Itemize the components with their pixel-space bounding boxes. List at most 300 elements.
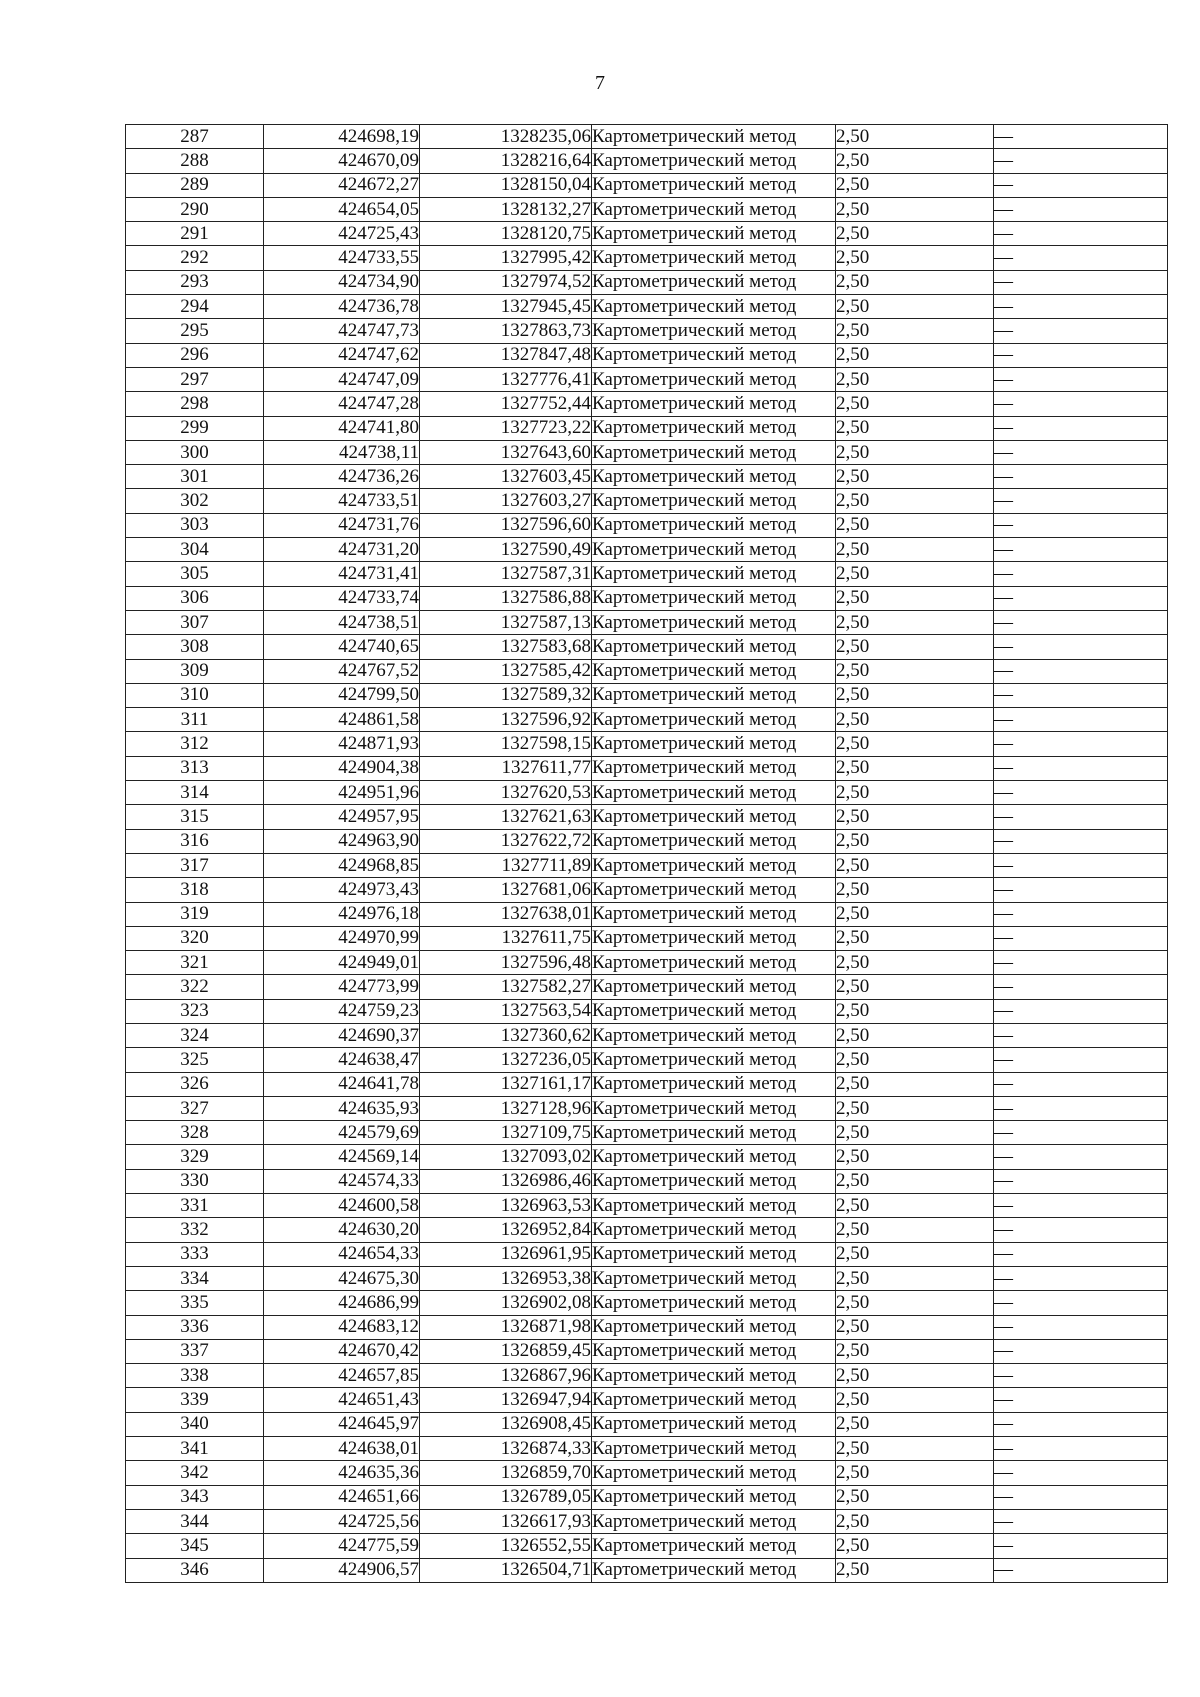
point-number-cell: 295	[126, 319, 264, 343]
accuracy-cell: 2,50	[836, 659, 994, 683]
x-coordinate-cell: 424871,93	[264, 732, 420, 756]
accuracy-cell: 2,50	[836, 1412, 994, 1436]
method-cell: Картометрический метод	[592, 1388, 836, 1412]
accuracy-cell: 2,50	[836, 319, 994, 343]
x-coordinate-cell: 424957,95	[264, 805, 420, 829]
point-number-cell: 293	[126, 270, 264, 294]
x-coordinate-cell: 424731,41	[264, 562, 420, 586]
table-row	[126, 1048, 1168, 1072]
y-coordinate-cell: 1326952,84	[420, 1218, 592, 1242]
accuracy-cell: 2,50	[836, 1558, 994, 1582]
description-cell: —	[994, 149, 1168, 173]
y-coordinate-cell: 1327161,17	[420, 1072, 592, 1096]
accuracy-cell: 2,50	[836, 440, 994, 464]
point-number-cell: 303	[126, 513, 264, 537]
x-coordinate-cell: 424759,23	[264, 999, 420, 1023]
x-coordinate-cell: 424976,18	[264, 902, 420, 926]
description-cell: —	[994, 1072, 1168, 1096]
y-coordinate-cell: 1327128,96	[420, 1096, 592, 1120]
method-cell: Картометрический метод	[592, 125, 836, 149]
description-cell: —	[994, 781, 1168, 805]
table-row	[126, 659, 1168, 683]
point-number-cell: 290	[126, 197, 264, 221]
accuracy-cell: 2,50	[836, 149, 994, 173]
point-number-cell: 341	[126, 1437, 264, 1461]
point-number-cell: 335	[126, 1291, 264, 1315]
accuracy-cell: 2,50	[836, 1339, 994, 1363]
table-row	[126, 1388, 1168, 1412]
x-coordinate-cell: 424736,26	[264, 465, 420, 489]
x-coordinate-cell: 424569,14	[264, 1145, 420, 1169]
description-cell: —	[994, 489, 1168, 513]
y-coordinate-cell: 1327587,31	[420, 562, 592, 586]
table-row	[126, 538, 1168, 562]
coordinates-table-body	[126, 125, 1168, 1583]
method-cell: Картометрический метод	[592, 1218, 836, 1242]
point-number-cell: 315	[126, 805, 264, 829]
method-cell: Картометрический метод	[592, 926, 836, 950]
table-row	[126, 1364, 1168, 1388]
accuracy-cell: 2,50	[836, 367, 994, 391]
table-row	[126, 1339, 1168, 1363]
accuracy-cell: 2,50	[836, 732, 994, 756]
y-coordinate-cell: 1327582,27	[420, 975, 592, 999]
accuracy-cell: 2,50	[836, 999, 994, 1023]
y-coordinate-cell: 1327109,75	[420, 1121, 592, 1145]
method-cell: Картометрический метод	[592, 1266, 836, 1290]
point-number-cell: 308	[126, 635, 264, 659]
description-cell: —	[994, 367, 1168, 391]
table-row	[126, 1194, 1168, 1218]
method-cell: Картометрический метод	[592, 465, 836, 489]
accuracy-cell: 2,50	[836, 246, 994, 270]
accuracy-cell: 2,50	[836, 1266, 994, 1290]
x-coordinate-cell: 424600,58	[264, 1194, 420, 1218]
point-number-cell: 307	[126, 610, 264, 634]
table-row	[126, 392, 1168, 416]
description-cell: —	[994, 1461, 1168, 1485]
description-cell: —	[994, 902, 1168, 926]
x-coordinate-cell: 424690,37	[264, 1023, 420, 1047]
y-coordinate-cell: 1327776,41	[420, 367, 592, 391]
point-number-cell: 302	[126, 489, 264, 513]
method-cell: Картометрический метод	[592, 367, 836, 391]
method-cell: Картометрический метод	[592, 319, 836, 343]
description-cell: —	[994, 1242, 1168, 1266]
method-cell: Картометрический метод	[592, 683, 836, 707]
description-cell: —	[994, 683, 1168, 707]
coordinates-table	[125, 124, 1168, 1583]
method-cell: Картометрический метод	[592, 489, 836, 513]
method-cell: Картометрический метод	[592, 1242, 836, 1266]
y-coordinate-cell: 1326789,05	[420, 1485, 592, 1509]
method-cell: Картометрический метод	[592, 586, 836, 610]
x-coordinate-cell: 424963,90	[264, 829, 420, 853]
x-coordinate-cell: 424747,09	[264, 367, 420, 391]
x-coordinate-cell: 424635,93	[264, 1096, 420, 1120]
method-cell: Картометрический метод	[592, 878, 836, 902]
description-cell: —	[994, 1096, 1168, 1120]
description-cell: —	[994, 538, 1168, 562]
point-number-cell: 288	[126, 149, 264, 173]
y-coordinate-cell: 1326867,96	[420, 1364, 592, 1388]
x-coordinate-cell: 424635,36	[264, 1461, 420, 1485]
method-cell: Картометрический метод	[592, 1437, 836, 1461]
x-coordinate-cell: 424973,43	[264, 878, 420, 902]
point-number-cell: 321	[126, 951, 264, 975]
x-coordinate-cell: 424638,47	[264, 1048, 420, 1072]
description-cell: —	[994, 1364, 1168, 1388]
method-cell: Картометрический метод	[592, 295, 836, 319]
x-coordinate-cell: 424731,76	[264, 513, 420, 537]
point-number-cell: 339	[126, 1388, 264, 1412]
description-cell: —	[994, 562, 1168, 586]
accuracy-cell: 2,50	[836, 781, 994, 805]
accuracy-cell: 2,50	[836, 610, 994, 634]
table-row	[126, 440, 1168, 464]
point-number-cell: 309	[126, 659, 264, 683]
description-cell: —	[994, 513, 1168, 537]
y-coordinate-cell: 1327587,13	[420, 610, 592, 634]
accuracy-cell: 2,50	[836, 538, 994, 562]
description-cell: —	[994, 392, 1168, 416]
x-coordinate-cell: 424670,09	[264, 149, 420, 173]
description-cell: —	[994, 319, 1168, 343]
y-coordinate-cell: 1326953,38	[420, 1266, 592, 1290]
accuracy-cell: 2,50	[836, 1096, 994, 1120]
y-coordinate-cell: 1327563,54	[420, 999, 592, 1023]
table-row	[126, 756, 1168, 780]
x-coordinate-cell: 424747,28	[264, 392, 420, 416]
x-coordinate-cell: 424686,99	[264, 1291, 420, 1315]
y-coordinate-cell: 1326947,94	[420, 1388, 592, 1412]
table-row	[126, 1461, 1168, 1485]
accuracy-cell: 2,50	[836, 829, 994, 853]
accuracy-cell: 2,50	[836, 926, 994, 950]
x-coordinate-cell: 424675,30	[264, 1266, 420, 1290]
table-row	[126, 781, 1168, 805]
table-row	[126, 1266, 1168, 1290]
accuracy-cell: 2,50	[836, 683, 994, 707]
y-coordinate-cell: 1326986,46	[420, 1169, 592, 1193]
x-coordinate-cell: 424630,20	[264, 1218, 420, 1242]
y-coordinate-cell: 1328216,64	[420, 149, 592, 173]
x-coordinate-cell: 424970,99	[264, 926, 420, 950]
method-cell: Картометрический метод	[592, 708, 836, 732]
accuracy-cell: 2,50	[836, 635, 994, 659]
description-cell: —	[994, 125, 1168, 149]
point-number-cell: 312	[126, 732, 264, 756]
y-coordinate-cell: 1327711,89	[420, 853, 592, 877]
accuracy-cell: 2,50	[836, 1291, 994, 1315]
y-coordinate-cell: 1326504,71	[420, 1558, 592, 1582]
table-row	[126, 1291, 1168, 1315]
description-cell: —	[994, 756, 1168, 780]
x-coordinate-cell: 424672,27	[264, 173, 420, 197]
x-coordinate-cell: 424736,78	[264, 295, 420, 319]
method-cell: Картометрический метод	[592, 975, 836, 999]
x-coordinate-cell: 424747,73	[264, 319, 420, 343]
accuracy-cell: 2,50	[836, 125, 994, 149]
table-row	[126, 975, 1168, 999]
y-coordinate-cell: 1327585,42	[420, 659, 592, 683]
accuracy-cell: 2,50	[836, 465, 994, 489]
method-cell: Картометрический метод	[592, 1048, 836, 1072]
description-cell: —	[994, 1218, 1168, 1242]
accuracy-cell: 2,50	[836, 1485, 994, 1509]
y-coordinate-cell: 1327589,32	[420, 683, 592, 707]
accuracy-cell: 2,50	[836, 1145, 994, 1169]
point-number-cell: 320	[126, 926, 264, 950]
method-cell: Картометрический метод	[592, 149, 836, 173]
y-coordinate-cell: 1327583,68	[420, 635, 592, 659]
description-cell: —	[994, 610, 1168, 634]
accuracy-cell: 2,50	[836, 513, 994, 537]
y-coordinate-cell: 1327863,73	[420, 319, 592, 343]
x-coordinate-cell: 424949,01	[264, 951, 420, 975]
description-cell: —	[994, 1558, 1168, 1582]
point-number-cell: 346	[126, 1558, 264, 1582]
point-number-cell: 319	[126, 902, 264, 926]
point-number-cell: 332	[126, 1218, 264, 1242]
point-number-cell: 329	[126, 1145, 264, 1169]
x-coordinate-cell: 424651,43	[264, 1388, 420, 1412]
point-number-cell: 294	[126, 295, 264, 319]
x-coordinate-cell: 424725,56	[264, 1509, 420, 1533]
y-coordinate-cell: 1326617,93	[420, 1509, 592, 1533]
description-cell: —	[994, 1266, 1168, 1290]
point-number-cell: 314	[126, 781, 264, 805]
y-coordinate-cell: 1327622,72	[420, 829, 592, 853]
x-coordinate-cell: 424951,96	[264, 781, 420, 805]
y-coordinate-cell: 1327723,22	[420, 416, 592, 440]
table-row	[126, 222, 1168, 246]
table-row	[126, 513, 1168, 537]
x-coordinate-cell: 424657,85	[264, 1364, 420, 1388]
y-coordinate-cell: 1327603,27	[420, 489, 592, 513]
accuracy-cell: 2,50	[836, 1023, 994, 1047]
method-cell: Картометрический метод	[592, 1558, 836, 1582]
point-number-cell: 299	[126, 416, 264, 440]
point-number-cell: 322	[126, 975, 264, 999]
point-number-cell: 333	[126, 1242, 264, 1266]
method-cell: Картометрический метод	[592, 853, 836, 877]
accuracy-cell: 2,50	[836, 1534, 994, 1558]
y-coordinate-cell: 1328132,27	[420, 197, 592, 221]
y-coordinate-cell: 1327995,42	[420, 246, 592, 270]
table-row	[126, 197, 1168, 221]
table-row	[126, 489, 1168, 513]
accuracy-cell: 2,50	[836, 853, 994, 877]
x-coordinate-cell: 424638,01	[264, 1437, 420, 1461]
description-cell: —	[994, 708, 1168, 732]
method-cell: Картометрический метод	[592, 902, 836, 926]
method-cell: Картометрический метод	[592, 246, 836, 270]
x-coordinate-cell: 424654,05	[264, 197, 420, 221]
table-row	[126, 343, 1168, 367]
accuracy-cell: 2,50	[836, 1048, 994, 1072]
accuracy-cell: 2,50	[836, 270, 994, 294]
table-row	[126, 1315, 1168, 1339]
table-row	[126, 1169, 1168, 1193]
y-coordinate-cell: 1326859,70	[420, 1461, 592, 1485]
y-coordinate-cell: 1327620,53	[420, 781, 592, 805]
x-coordinate-cell: 424725,43	[264, 222, 420, 246]
point-number-cell: 287	[126, 125, 264, 149]
y-coordinate-cell: 1326908,45	[420, 1412, 592, 1436]
description-cell: —	[994, 1534, 1168, 1558]
point-number-cell: 331	[126, 1194, 264, 1218]
point-number-cell: 304	[126, 538, 264, 562]
x-coordinate-cell: 424741,80	[264, 416, 420, 440]
accuracy-cell: 2,50	[836, 878, 994, 902]
point-number-cell: 316	[126, 829, 264, 853]
table-row	[126, 295, 1168, 319]
table-row	[126, 732, 1168, 756]
y-coordinate-cell: 1327598,15	[420, 732, 592, 756]
description-cell: —	[994, 1339, 1168, 1363]
accuracy-cell: 2,50	[836, 392, 994, 416]
description-cell: —	[994, 1023, 1168, 1047]
point-number-cell: 338	[126, 1364, 264, 1388]
method-cell: Картометрический метод	[592, 610, 836, 634]
point-number-cell: 310	[126, 683, 264, 707]
x-coordinate-cell: 424641,78	[264, 1072, 420, 1096]
method-cell: Картометрический метод	[592, 562, 836, 586]
y-coordinate-cell: 1327596,48	[420, 951, 592, 975]
point-number-cell: 296	[126, 343, 264, 367]
description-cell: —	[994, 416, 1168, 440]
table-row	[126, 902, 1168, 926]
table-row	[126, 319, 1168, 343]
point-number-cell: 291	[126, 222, 264, 246]
point-number-cell: 289	[126, 173, 264, 197]
accuracy-cell: 2,50	[836, 222, 994, 246]
description-cell: —	[994, 951, 1168, 975]
method-cell: Картометрический метод	[592, 829, 836, 853]
description-cell: —	[994, 465, 1168, 489]
method-cell: Картометрический метод	[592, 781, 836, 805]
description-cell: —	[994, 732, 1168, 756]
y-coordinate-cell: 1326871,98	[420, 1315, 592, 1339]
table-row	[126, 1412, 1168, 1436]
x-coordinate-cell: 424670,42	[264, 1339, 420, 1363]
point-number-cell: 306	[126, 586, 264, 610]
y-coordinate-cell: 1327611,77	[420, 756, 592, 780]
method-cell: Картометрический метод	[592, 1412, 836, 1436]
method-cell: Картометрический метод	[592, 1509, 836, 1533]
description-cell: —	[994, 1145, 1168, 1169]
y-coordinate-cell: 1326874,33	[420, 1437, 592, 1461]
table-row	[126, 926, 1168, 950]
method-cell: Картометрический метод	[592, 343, 836, 367]
description-cell: —	[994, 975, 1168, 999]
y-coordinate-cell: 1327236,05	[420, 1048, 592, 1072]
y-coordinate-cell: 1328150,04	[420, 173, 592, 197]
x-coordinate-cell: 424799,50	[264, 683, 420, 707]
page-number: 7	[595, 72, 605, 94]
description-cell: —	[994, 197, 1168, 221]
table-row	[126, 708, 1168, 732]
x-coordinate-cell: 424733,74	[264, 586, 420, 610]
table-row	[126, 853, 1168, 877]
x-coordinate-cell: 424861,58	[264, 708, 420, 732]
point-number-cell: 343	[126, 1485, 264, 1509]
table-row	[126, 1096, 1168, 1120]
method-cell: Картометрический метод	[592, 756, 836, 780]
method-cell: Картометрический метод	[592, 659, 836, 683]
x-coordinate-cell: 424731,20	[264, 538, 420, 562]
table-row	[126, 1121, 1168, 1145]
description-cell: —	[994, 1437, 1168, 1461]
table-row	[126, 173, 1168, 197]
point-number-cell: 297	[126, 367, 264, 391]
description-cell: —	[994, 586, 1168, 610]
point-number-cell: 325	[126, 1048, 264, 1072]
description-cell: —	[994, 343, 1168, 367]
point-number-cell: 313	[126, 756, 264, 780]
x-coordinate-cell: 424733,55	[264, 246, 420, 270]
method-cell: Картометрический метод	[592, 1315, 836, 1339]
description-cell: —	[994, 246, 1168, 270]
table-row	[126, 805, 1168, 829]
accuracy-cell: 2,50	[836, 1461, 994, 1485]
accuracy-cell: 2,50	[836, 708, 994, 732]
y-coordinate-cell: 1326902,08	[420, 1291, 592, 1315]
description-cell: —	[994, 1194, 1168, 1218]
description-cell: —	[994, 1509, 1168, 1533]
y-coordinate-cell: 1326963,53	[420, 1194, 592, 1218]
method-cell: Картометрический метод	[592, 173, 836, 197]
method-cell: Картометрический метод	[592, 1339, 836, 1363]
y-coordinate-cell: 1327611,75	[420, 926, 592, 950]
accuracy-cell: 2,50	[836, 1437, 994, 1461]
table-row	[126, 125, 1168, 149]
description-cell: —	[994, 222, 1168, 246]
method-cell: Картометрический метод	[592, 416, 836, 440]
method-cell: Картометрический метод	[592, 1485, 836, 1509]
point-number-cell: 305	[126, 562, 264, 586]
y-coordinate-cell: 1327681,06	[420, 878, 592, 902]
accuracy-cell: 2,50	[836, 173, 994, 197]
accuracy-cell: 2,50	[836, 586, 994, 610]
point-number-cell: 298	[126, 392, 264, 416]
description-cell: —	[994, 270, 1168, 294]
x-coordinate-cell: 424740,65	[264, 635, 420, 659]
accuracy-cell: 2,50	[836, 805, 994, 829]
table-row	[126, 465, 1168, 489]
y-coordinate-cell: 1327603,45	[420, 465, 592, 489]
method-cell: Картометрический метод	[592, 732, 836, 756]
table-row	[126, 246, 1168, 270]
method-cell: Картометрический метод	[592, 999, 836, 1023]
accuracy-cell: 2,50	[836, 1242, 994, 1266]
accuracy-cell: 2,50	[836, 975, 994, 999]
table-row	[126, 1534, 1168, 1558]
description-cell: —	[994, 173, 1168, 197]
table-row	[126, 1437, 1168, 1461]
accuracy-cell: 2,50	[836, 295, 994, 319]
description-cell: —	[994, 1388, 1168, 1412]
point-number-cell: 318	[126, 878, 264, 902]
x-coordinate-cell: 424734,90	[264, 270, 420, 294]
point-number-cell: 301	[126, 465, 264, 489]
point-number-cell: 340	[126, 1412, 264, 1436]
table-row	[126, 1218, 1168, 1242]
description-cell: —	[994, 878, 1168, 902]
accuracy-cell: 2,50	[836, 1364, 994, 1388]
point-number-cell: 317	[126, 853, 264, 877]
